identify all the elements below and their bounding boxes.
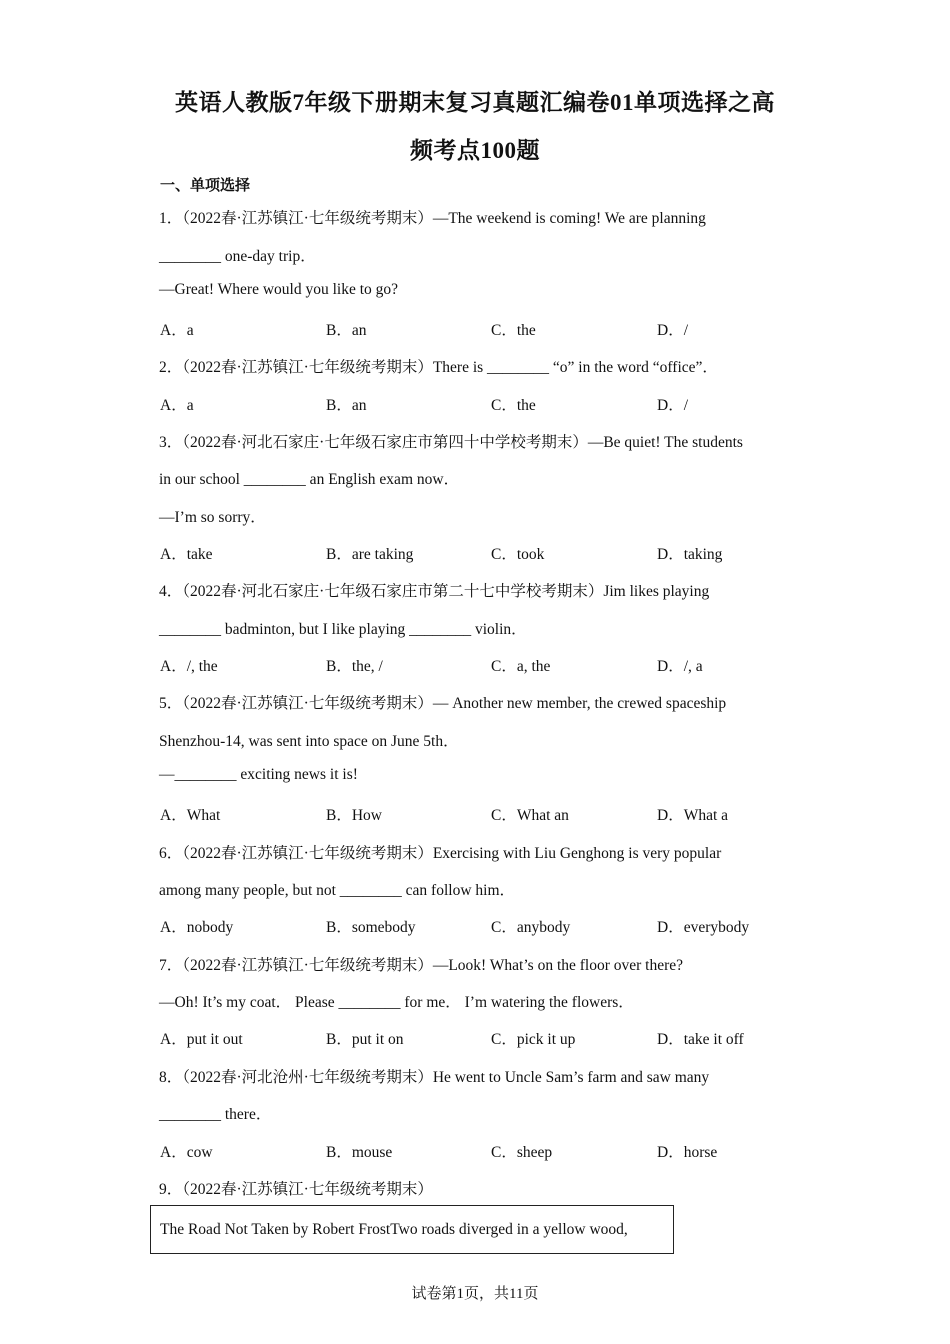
q4-option-c: C．a, the <box>491 658 551 675</box>
question-5-reply: —________ exciting news it is! <box>159 766 358 783</box>
question-3-reply: —I’m so sorry． <box>159 509 266 526</box>
question-6-stem: 6．（2022春·江苏镇江·七年级统考期末）Exercising with Liu Genghong is very popular <box>159 845 722 862</box>
poem-text-box <box>150 1205 674 1254</box>
question-1-stem: 1．（2022春·江苏镇江·七年级统考期末）—The weekend is coming! We are planning <box>159 210 706 227</box>
section-heading: 一、单项选择 <box>160 178 251 194</box>
question-3-stem: 3．（2022春·河北石家庄·七年级石家庄市第四十中学校考期末）—Be quiet! The students <box>159 434 743 451</box>
page-title-line-1: 英语人教版7年级下册期末复习真题汇编卷01单项选择之高 <box>175 90 775 115</box>
question-7-stem: 7．（2022春·江苏镇江·七年级统考期末）—Look! What’s on the floor over there? <box>159 957 684 974</box>
question-5-stem-cont: Shenzhou-14, was sent into space on June 5th． <box>159 733 459 750</box>
question-7-reply: —Oh! It’s my coat． Please ________ for me． I’m watering the flowers． <box>159 994 634 1011</box>
q2-option-d: D．/ <box>657 397 689 414</box>
question-4-stem: 4．（2022春·河北石家庄·七年级石家庄市第二十七中学校考期末）Jim likes playing <box>159 583 710 600</box>
q6-option-b: B．somebody <box>326 919 416 936</box>
question-6-stem-cont: among many people, but not ________ can follow him． <box>159 882 516 899</box>
q8-option-d: D．horse <box>657 1144 718 1161</box>
question-3-stem-cont: in our school ________ an English exam now． <box>159 471 460 488</box>
q5-option-c: C．What an <box>491 807 569 824</box>
q6-option-c: C．anybody <box>491 919 571 936</box>
q3-option-a: A．take <box>160 546 213 563</box>
q8-option-b: B．mouse <box>326 1144 393 1161</box>
question-8-stem: 8．（2022春·河北沧州·七年级统考期末）He went to Uncle Sam’s farm and saw many <box>159 1069 710 1086</box>
q6-option-a: A．nobody <box>160 919 234 936</box>
q5-option-d: D．What a <box>657 807 729 824</box>
question-1-reply: —Great! Where would you like to go? <box>159 281 399 298</box>
q2-option-a: A．a <box>160 397 194 414</box>
q2-option-c: C．the <box>491 397 536 414</box>
q1-option-c: C．the <box>491 322 536 339</box>
q5-option-a: A．What <box>160 807 221 824</box>
q7-option-d: D．take it off <box>657 1031 744 1048</box>
question-9-stem: 9．（2022春·江苏镇江·七年级统考期末） <box>159 1181 433 1198</box>
poem-text: The Road Not Taken by Robert FrostTwo roads diverged in a yellow wood, <box>160 1221 628 1238</box>
q3-option-c: C．took <box>491 546 545 563</box>
q4-option-a: A．/, the <box>160 658 218 675</box>
question-4-stem-cont: ________ badminton, but I like playing ________ violin． <box>159 621 527 638</box>
question-5-stem: 5．（2022春·江苏镇江·七年级统考期末）— Another new member, the crewed spaceship <box>159 695 727 712</box>
question-2-stem: 2．（2022春·江苏镇江·七年级统考期末）There is ________ “o” in the word “office”． <box>159 359 718 376</box>
q1-option-d: D．/ <box>657 322 689 339</box>
q6-option-d: D．everybody <box>657 919 750 936</box>
question-1-stem-cont: ________ one-day trip． <box>159 248 316 265</box>
page-title-line-2: 频考点100题 <box>410 138 540 163</box>
q7-option-c: C．pick it up <box>491 1031 576 1048</box>
q3-option-b: B．are taking <box>326 546 414 563</box>
q7-option-b: B．put it on <box>326 1031 404 1048</box>
q7-option-a: A．put it out <box>160 1031 243 1048</box>
q2-option-b: B．an <box>326 397 367 414</box>
page-footer: 试卷第1页，共11页 <box>411 1286 539 1302</box>
q4-option-b: B．the, / <box>326 658 383 675</box>
q1-option-b: B．an <box>326 322 367 339</box>
question-8-stem-cont: ________ there． <box>159 1106 272 1123</box>
q5-option-b: B．How <box>326 807 382 824</box>
q8-option-c: C．sheep <box>491 1144 553 1161</box>
q4-option-d: D．/, a <box>657 658 703 675</box>
q1-option-a: A．a <box>160 322 194 339</box>
q3-option-d: D．taking <box>657 546 723 563</box>
q8-option-a: A．cow <box>160 1144 213 1161</box>
